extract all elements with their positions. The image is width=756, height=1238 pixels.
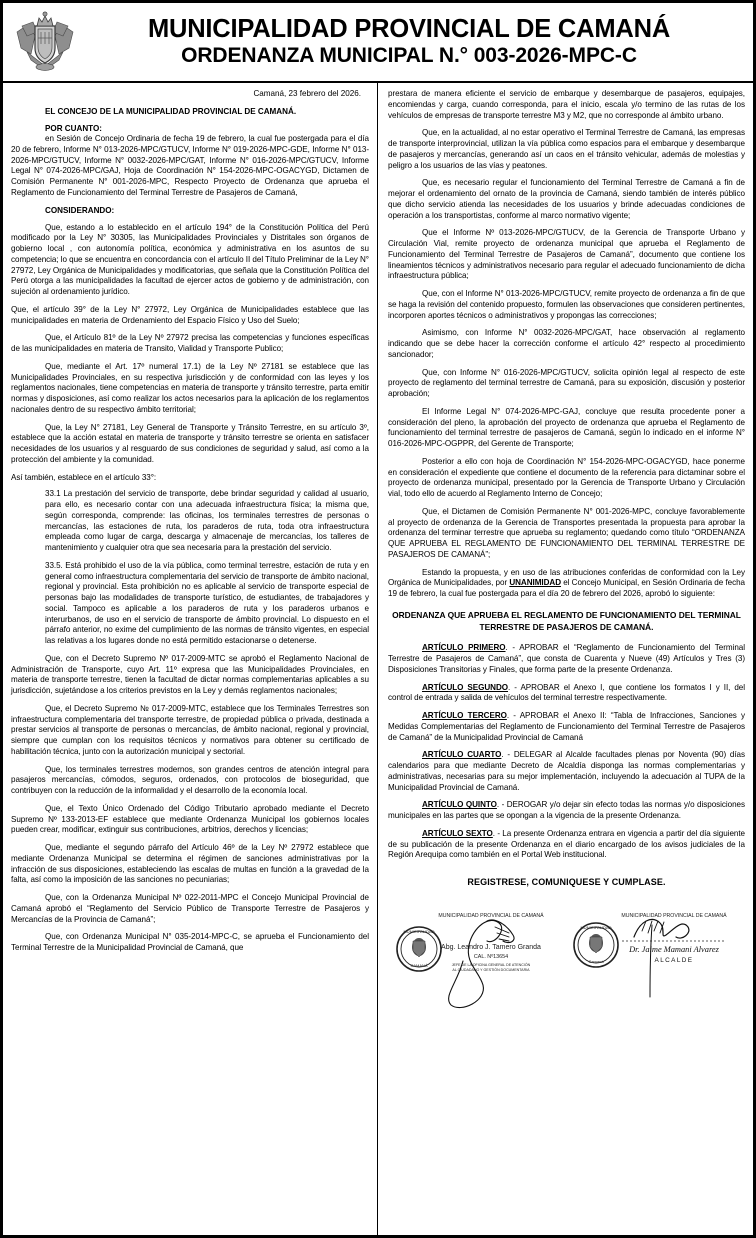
coat-of-arms-icon — [13, 8, 77, 76]
considerando-paragraph: Que el Informe Nº 013-2026-MPC/GTUCV, de la Gerencia de Transporte Urbano y Circulación Vial, remite proyecto de ordenanza municipal que aprueba el Reglamento de Funcionamiento del Terminal Terrestre de Pasajeros de Camaná”, documento que contiene los lineamientos técnicos y administrativos necesario para regular el adecuado funcionamiento de dicha infraestructura pública; — [388, 228, 745, 281]
official-seal-icon — [397, 927, 441, 971]
svg-text:Camaná: Camaná — [588, 959, 604, 965]
svg-text:Abg. Leandro J. Tamero Granda: Abg. Leandro J. Tamero Granda — [441, 944, 542, 952]
considerando-paragraph: Que, con Ordenanza Municipal N° 035-2014-MPC-C, se aprueba el Funcionamiento del Terminal Terrestre de la Municipalidad Provincial de Camaná, que — [11, 932, 369, 952]
considerando-paragraph: Posterior a ello con hoja de Coordinación N° 154-2026-MPC-OGACYGD, hace ponerme en consideración el expediente que contiene el documento de la referencia para dictaminar sobre el proyecto de ordenanza municipal, presentado por la Gerencia de Transporte Urbano y Circulación vial, todo ello de acuerdo al Reglamento Interno de Concejo; — [388, 456, 745, 498]
considerando-paragraph: Que, el Texto Único Ordenado del Código Tributario aprobado mediante el Decreto Supremo Nº 133-2013-EF establece que mediante Ordenanza Municipal los gobiernos locales pueden crear, modificar, extinguir sus contribuciones, arbitrios, derechos y licencias; — [11, 803, 369, 835]
svg-text:MUNICIPALIDAD PROVINCIAL DE CA: MUNICIPALIDAD PROVINCIAL DE CAMANÁ — [438, 913, 544, 920]
unanimidad-emphasis: UNANIMIDAD — [509, 578, 561, 588]
signature-area — [388, 901, 745, 1021]
considerando-paragraph: Que, el artículo 39° de la Ley N° 27972, Ley Orgánica de Municipalidades establece que las municipalidades en materia de Ordenamiento del Espacio Físico y Uso del Suelo; — [11, 304, 369, 325]
signature-block-mayor — [570, 901, 742, 1011]
svg-text:AL CIUDADANO Y GESTIÓN DOCUMEN: AL CIUDADANO Y GESTIÓN DOCUMENTARIA — [452, 968, 530, 973]
considerando-paragraph: Que, el Dictamen de Comisión Permanente N° 001-2026-MPC, concluye favorablemente al proyecto de ordenanza de la Gerencia de Transportes presentada la propuesta para aprobar la ordenanza del terminar terrestre que aprueba su reglamento; quedando como título “ORDENANZA QUE APRUEBA EL REGLAMENTO DE FUNCIONAMIENTO DEL TERMINAL TERRESTRE DE PASAJEROS DE CAMANÁ”; — [388, 506, 745, 559]
svg-text:MUNICIPALIDAD PROVINCIAL DE CA: MUNICIPALIDAD PROVINCIAL DE CAMANÁ — [621, 913, 727, 920]
clause-33-5: 33.5. Está prohibido el uso de la vía pública, como terminal terrestre, estación de ruta y en general como infraestructura complementaria del servicio de transporte de ámbito nacional, regional y provincial. Esta prohibición no es aplicable al servicio de transporte especial de personas bajo las modalidades de transporte turístico, de estudiantes, de trabajadores y social. Tampoco es aplicable a los paraderos de ruta y los paraderos urbanos e interurbanos, de uso en el servicio de transporte de ámbito provincial. Lo dispuesto en el párrafo anterior, no exime del cumplimiento de las normas de tránsito vigentes, en especial las relativas a los lugares donde no está permitido estacionarse o detenerse. — [45, 560, 369, 645]
masthead-titles — [77, 16, 747, 68]
unanimidad-pre: Estando la propuesta, y en uso de las atribuciones conferidas de conformidad con la Ley Orgánica de Municipalidades, por — [388, 567, 745, 588]
council-heading: EL CONCEJO DE LA MUNICIPALIDAD PROVINCIAL DE CAMANÁ. — [45, 107, 297, 116]
article-tercero — [388, 711, 745, 743]
article-quinto — [388, 800, 745, 822]
considerando-paragraph: Que, es necesario regular el funcionamiento del Terminal Terrestre de Camaná a fin de mejorar el ordenamiento del ornato de la provincia de Camaná, siendo también de interés público que dicho servicio atienda las necesidades de los usuarios y brinde adecuadas condiciones de operación a los transportistas, conforme al marco normativo vigente; — [388, 178, 745, 220]
article-body: . - La presente Ordenanza entrara en vigencia a partir del día siguiente de su publicación de la presente Ordenanza en el diario encargado de los avisos judiciales de la Región Arequipa como también en el Portal Web institucional. — [388, 828, 745, 860]
considerando-label: CONSIDERANDO: — [45, 205, 115, 215]
considerando-paragraph: Que, el Artículo 81º de la Ley Nº 27972 precisa las competencias y funciones específicas de las municipalidades en materia de Transito, Vialidad y Transporte Publico; — [11, 333, 369, 353]
left-column — [3, 83, 378, 1235]
por-cuanto-label: POR CUANTO: — [45, 124, 102, 133]
dateline: Camaná, 23 febrero del 2026. — [253, 89, 361, 98]
closing-formula: REGISTRESE, COMUNIQUESE Y CUMPLASE. — [467, 877, 666, 888]
article-title: ARTÍCULO PRIMERO — [422, 643, 506, 653]
considerando-paragraph: Que, los terminales terrestres modernos, son grandes centros de atención integral para pasajeros mercancías, cómodos, seguros, ordenados, con protocolos de bioseguridad, que contribuyen con la reducción de la informalidad y el desarrollo de la economía local. — [11, 764, 369, 795]
ordinance-heading: ORDENANZA QUE APRUEBA EL REGLAMENTO DE FUNCIONAMIENTO DEL TERMINAL TERRESTRE DE PASAJEROS DE CAMANÁ. — [392, 609, 741, 632]
article-body: . - APROBAR el “Reglamento de Funcionamiento del Terminal Terrestre de Pasajeros de Camaná”, que consta de Cuarenta y Nueve (49) Artículos y Tres (3) Disposiciones Transitorias y Finales, que forma parte de la presente Ordenanza. — [388, 643, 745, 674]
considerando-paragraph: Que, con la Ordenanza Municipal Nº 022-2011-MPC el Concejo Municipal Provincial de Camaná aprobó el “Reglamento del Servicio Público de Transporte Terrestre de Pasajeros y Mercancías de la Provincia de Camaná”; — [11, 893, 369, 924]
considerando-paragraph: Que, el Decreto Supremo № 017-2009-MTC, establece que los Terminales Terrestres son infraestructura complementaria del transporte terrestre, de propiedad pública o privada, destinada a prestar servicios al transporte de personas o mercancías, de ámbito nacional, regional y provincial, siempre que cumplan con los requisitos técnicos y normativos para obtener su certificado de habilitación técnica, junto con la autorización municipal y sectorial. — [11, 703, 369, 756]
organization-title: MUNICIPALIDAD PROVINCIAL DE CAMANÁ — [147, 15, 671, 44]
official-seal-icon — [574, 923, 618, 967]
article-title: ARTÍCULO QUINTO — [422, 800, 497, 810]
signature-block-secretary — [391, 901, 563, 1011]
unanimidad-paragraph — [388, 568, 745, 600]
asi-tambien-line: Así también, establece en el artículo 33°: — [11, 472, 157, 482]
article-title: ARTÍCULO CUARTO — [422, 750, 502, 760]
document-number-title: ORDENANZA MUNICIPAL N.° 003-2026-MPC-C — [181, 44, 637, 68]
por-cuanto-body: en Sesión de Concejo Ordinaria de fecha 19 de febrero, la cual fue postergada para el día 20 de febrero, Informe N° 013-2026-MPC/GTUCV, Informe N° 019-2026-MPC-GDE, Informe N° 013-2026-MPC/GTUCV, Informe N° 0032-2026-MPC/GAT, Informe N° 016-2026-MPC/GTUCV, Informe Legal N° 074-2026-MPC/GAJ, Hoja de Coordinación N° 154-2026-MPC-OGACYGD, Dictamen de Comisión Permanente N° 001-2026-MPC, Respecto Proyecto de Ordenanza que aprueba el Reglamento de Funcionamiento del Terminal Terrestre de Pasajeros de Camaná, — [11, 134, 369, 197]
considerando-paragraph: Que, la Ley N° 27181, Ley General de Transporte y Tránsito Terrestre, en su artículo 3º, establece que la acción estatal en materia de transporte y tránsito terrestre se orienta en satisfacer necesidades de los usuarios y al resguardo de sus condiciones de seguridad y salud, así como a la protección del ambiente y la comunidad. — [11, 422, 369, 464]
article-body: . - DELEGAR al Alcalde facultades plenas por Noventa (90) días calendarios para que mediante Decreto de Alcaldía disponga las normas complementarias y administrativas, necesarias para su mejor implementación, incluyendo la adecuación al TUPA de la Municipalidad Provincial de Camaná. — [388, 750, 745, 792]
article-body: . - APROBAR el Anexo I, que contiene los formatos I y II, del control de entrada y salida de vehículos del terminal terrestre respectivamente. — [388, 682, 746, 703]
svg-text:MUNICIPALIDAD: MUNICIPALIDAD — [580, 925, 612, 931]
svg-text:CAL. Nº13654: CAL. Nº13654 — [474, 954, 509, 961]
svg-text:JEFE DE LA OFICINA GENERAL DE: JEFE DE LA OFICINA GENERAL DE ATENCIÓN — [452, 963, 531, 968]
right-column — [378, 83, 753, 1235]
unanimidad-post: el Concejo Municipal, en Sesión Ordinaria de fecha 19 de febrero, la cual fue postergada para el día 20 de febrero del 2026, aprobó lo siguiente: — [388, 578, 745, 598]
considerando-paragraph: Asimismo, con Informe N° 0032-2026-MPC/GAT, hace observación al reglamento indicando que se debe hacer la corrección conforme el artículo 42° respecto al procedimiento sancionador; — [388, 328, 745, 359]
considerando-paragraph: Que, en la actualidad, al no estar operativo el Terminal Terrestre de Camaná, las empresas de transporte interprovincial, utilizan la vía pública como espacios para el embarque y desembarque de pasajeros y mercancías, generando así un caos en el tránsito vehicular, además de molestias y peligro a los usuarios de las vías y peatones. — [388, 128, 745, 170]
svg-text:Dr. Jaime Mamani Alvarez: Dr. Jaime Mamani Alvarez — [628, 945, 719, 955]
clause-33-1: 33.1 La prestación del servicio de transporte, debe brindar seguridad y calidad al usuario, para ello, es necesario contar con una adecuada infraestructura física; la misma que, según corresponda, comprende: las oficinas, los terminales terrestres de personas o mercancías, las estaciones de ruta, los paraderos de ruta, toda otra infraestructura empleada como lugar de carga, descarga y almacenaje de mercancías, los talleres de mantenimiento y cualquier otra que sea necesaria para la prestación del servicio. — [45, 489, 369, 552]
considerando-paragraph: Que, estando a lo establecido en el artículo 194° de la Constitución Política del Perú modificado por la Ley N° 30305, las Municipalidades Provinciales y Distritales son órganos de gobierno local , con autonomía política, económica y administrativa en los asuntos de su competencia; lo que se encuentra en concordancia con el artículo II del Título Preliminar de la Ley N° 27972, Ley Orgánica de Municipalidades y modificatorias, que señala que la Constitución Política del Perú otorga a las municipalidades la facultad de ejercer actos de gobierno y de administración, con sujeción al ordenamiento jurídico. — [11, 222, 369, 296]
article-segundo — [388, 683, 745, 705]
continuation-paragraph: prestara de manera eficiente el servicio de embarque y desembarque de pasajeros, equipajes, encomiendas y carga, cuando corresponda, para el inicio, escala y/o termino de las rutas de los vehículos de empresas de transporte terrestre M3 y M2, que no corresponde al ámbito urbano. — [388, 89, 745, 120]
article-cuarto — [388, 750, 745, 793]
article-sexto — [388, 829, 745, 861]
considerando-paragraph: El Informe Legal N° 074-2026-MPC-GAJ, concluye que resulta procedente poner a consideración del pleno, la aprobación del proyecto de ordenanza que aprueba el Reglamento de funcionamiento del terminal terrestre de pasajeros de Camaná, según lo indicado en el informe N° 016-2026-MPC-OGPPR, del Gerente de Transporte; — [388, 406, 745, 448]
considerando-paragraph: Que, con el Informe N° 013-2026-MPC/GTUCV, remite proyecto de ordenanza a fin de que se haga la revisión del contenido propuesto, formulen las observaciones que consideren pertinentes, incorporen aportes técnicos o administrativos y propongas las correcciones; — [388, 289, 745, 320]
svg-text:ALCALDE: ALCALDE — [654, 957, 694, 965]
svg-text:MUNICIPALIDAD: MUNICIPALIDAD — [403, 929, 435, 935]
document-masthead — [3, 3, 753, 83]
svg-text:CAMANÁ: CAMANÁ — [410, 963, 428, 969]
article-body: . - DEROGAR y/o dejar sin efecto todas las normas y/o disposiciones municipales en las partes que se opongan a la vigencia de la presente Ordenanza. — [388, 800, 745, 821]
considerando-paragraph: Que, con el Decreto Supremo Nº 017-2009-MTC se aprobó el Reglamento Nacional de Administración de Transporte, cuyo Art. 11º expresa que las Municipalidades Provinciales, en materia de transporte terrestre, tienen la facultad de dictar normas complementarias aplicables a su jurisdicción, sujetándose a los criterios previstos en la Ley y demás reglamentos nacionales; — [11, 653, 369, 695]
considerando-paragraph: Que, con Informe N° 016-2026-MPC/GTUCV, solicita opinión legal al respecto de este proyecto de reglamento del terminal terrestre de Camaná, para su exposición, discusión y posterior aprobación; — [388, 367, 745, 398]
article-title: ARTÍCULO SEXTO — [422, 828, 493, 838]
document-body — [3, 83, 753, 1235]
article-primero — [388, 643, 745, 675]
considerando-paragraph: Que, mediante el segundo párrafo del Artículo 46º de la Ley Nº 27972 establece que mediante Ordenanza Municipal se determina el régimen de sanciones administrativas por la infracción de sus disposiciones, estableciendo las escalas de multas en función a la gravedad de la falta, así como la imposición de las sanciones no pecuniarias; — [11, 843, 369, 885]
article-body: . - APROBAR el Anexo II: “Tabla de Infracciones, Sanciones y Medidas Complementarias del Reglamento de Funcionamiento del Terminal Terrestre de Pasajeros de Camaná” de la Municipalidad Provincial de Camaná — [388, 711, 745, 742]
article-title: ARTÍCULO TERCERO — [422, 711, 507, 721]
article-title: ARTÍCULO SEGUNDO — [422, 682, 509, 692]
considerando-paragraph: Que, mediante el Art. 17º numeral 17.1) de la Ley Nº 27181 se establece que las Municipalidades Provinciales, en su respectiva jurisdicción y de conformidad con las leyes y los reglamentos nacionales, tiene competencias en materia de transporte y tránsito terrestre, parta emitir normas y disposiciones, así como realizar los actos necesarios para la aplicación de los reglamentos nacionales dentro de su respectivo ámbito territorial; — [11, 361, 369, 414]
